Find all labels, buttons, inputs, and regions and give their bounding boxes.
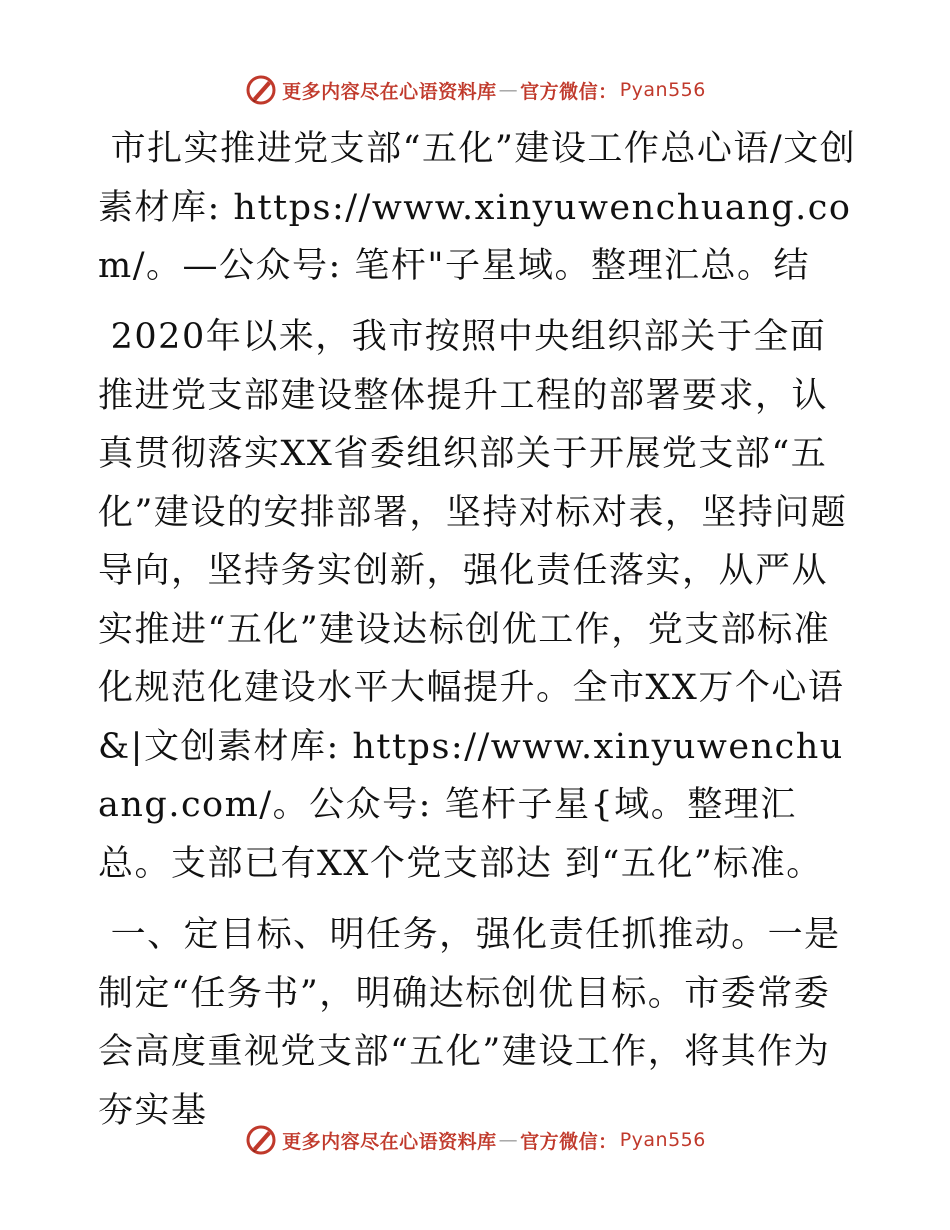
banner-main-text: 更多内容尽在心语资料库 xyxy=(282,80,497,103)
banner-official-label: 官方微信： xyxy=(520,80,618,103)
paragraph-overview: 2020年以来，我市按照中央组织部关于全面推进党支部建设整体提升工程的部署要求，认真贯彻落实XX省委组织部关于开展党支部“五化”建设的安排部署，坚持对标对表，坚持问题导向，坚持务实创新，强化责任落实，从严从实推进“五化”建设达标创优工作，党支部标准化规范化建设水平大幅提升。全市XX万个心语&|文创素材库: https://www.xinyuwenchuang.com/。公众号: 笔杆子星{域。整理汇总。支部已有XX个党支部达 到“五化”标准。 xyxy=(98,317,848,884)
header-watermark-banner xyxy=(0,70,950,110)
banner-separator: — xyxy=(498,79,519,101)
banner-wechat-id: Pyan556 xyxy=(619,79,706,101)
banner-main-text: 更多内容尽在心语资料库 xyxy=(282,1130,497,1153)
paragraph-intro: 市扎实推进党支部“五化”建设工作总心语/文创素材库: https://www.xinyuwenchuang.com/。—公众号: 笔杆"子星域。整理汇总。结 xyxy=(98,129,857,286)
pen-logo-icon xyxy=(244,1123,278,1157)
banner-wechat-id: Pyan556 xyxy=(619,1129,706,1151)
banner-official-label: 官方微信： xyxy=(520,1130,618,1153)
banner-separator: — xyxy=(498,1129,519,1151)
paragraph-section-one: 一、定目标、明任务，强化责任抓推动。一是制定“任务书”，明确达标创优目标。市委常委会高度重视党支部“五化”建设工作，将其作为夯实基 xyxy=(98,915,841,1131)
footer-watermark-banner xyxy=(0,1120,950,1160)
pen-logo-icon xyxy=(244,73,278,107)
